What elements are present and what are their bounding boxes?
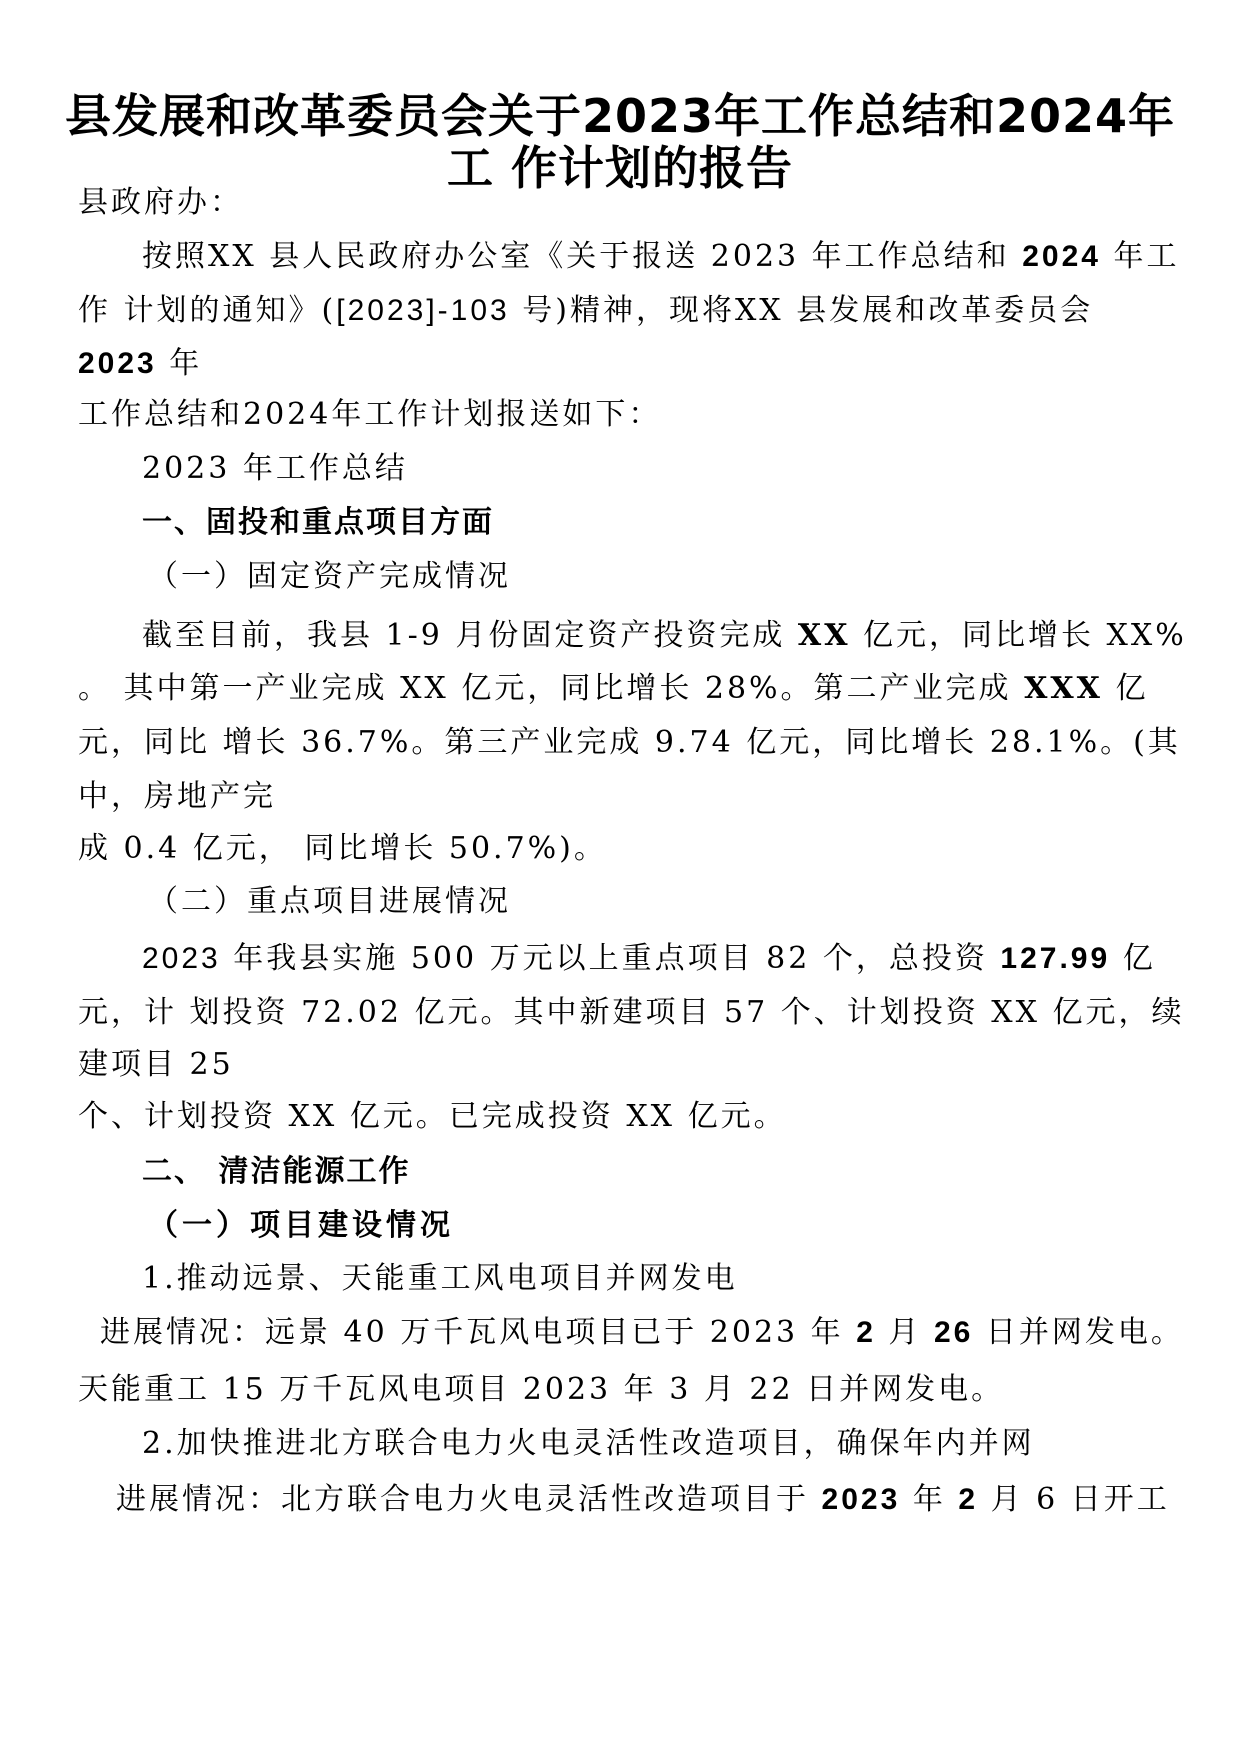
section-1-subheading-2: （二）重点项目进展情况 [148, 884, 511, 919]
para-text: 亿元，同比增长 XX% [850, 618, 1187, 653]
section-2-item-2-progress [116, 1481, 1170, 1519]
section-1-para-2-line-1 [142, 940, 1156, 978]
para-bold-value: XX [797, 618, 851, 653]
para-text: 月 6 日开工 [978, 1482, 1170, 1517]
section-1-subheading-1: （一）固定资产完成情况 [148, 559, 511, 594]
para-text: 进展情况：北方联合电力火电灵活性改造项目于 [116, 1482, 822, 1517]
document-number: [2023]-103 [336, 294, 510, 327]
section-1-heading: 一、固投和重点项目方面 [142, 505, 494, 540]
intro-line-3 [78, 345, 202, 383]
section-2-item-1: 1.推动远景、天能重工风电项目并网发电 [142, 1261, 738, 1296]
intro-line-4: 工作总结和2024年工作计划报送如下： [78, 397, 662, 432]
intro-line-1-year: 2024 [1022, 240, 1101, 273]
section-1-para-1-line-3: 元，同比 增长 36.7%。第三产业完成 9.74 亿元，同比增长 28.1%。(其 [78, 725, 1181, 760]
para-year: 2023 [142, 942, 221, 975]
section-2-item-1-para-2: 天能重工 15 万千瓦风电项目 2023 年 3 月 22 日并网发电。 [78, 1372, 1005, 1407]
intro-line-2 [78, 292, 1093, 330]
para-text: 亿 [1102, 671, 1149, 706]
document-title-line-1: 县发展和改革委员会关于2023年工作总结和2024年 [64, 89, 1176, 143]
document-title-line-2: 工 作计划的报告 [446, 141, 793, 195]
para-bold-value: XXX [1024, 671, 1103, 706]
intro-line-1-tail: 年工 [1100, 239, 1180, 274]
section-2-subheading-1: （一）项目建设情况 [148, 1208, 454, 1243]
intro-line-2-text: 作 计划的通知》( [78, 293, 337, 328]
para-text: 年我县实施 500 万元以上重点项目 82 个，总投资 [220, 941, 1001, 976]
intro-line-1-text: 按照XX 县人民政府办公室《关于报送 2023 年工作总结和 [142, 239, 1023, 274]
section-1-para-1-line-4: 中，房地产完 [78, 779, 276, 814]
intro-line-3-text: 年 [156, 346, 203, 381]
total-investment-value: 127.99 [1000, 942, 1111, 975]
section-1-para-1-line-2 [78, 670, 1148, 708]
section-1-para-2-line-4: 个、计划投资 XX 亿元。已完成投资 XX 亿元。 [78, 1099, 787, 1134]
intro-line-3-year: 2023 [78, 347, 157, 380]
month-value: 2 [856, 1316, 876, 1349]
intro-line-2-tail: 号)精神，现将XX 县发展和改革委员会 [509, 293, 1094, 328]
summary-heading: 2023 年工作总结 [142, 451, 408, 486]
para-text: 日并网发电。 [973, 1315, 1184, 1350]
section-2-item-1-progress [100, 1314, 1184, 1352]
month-value: 2 [958, 1483, 979, 1516]
para-text: 亿 [1110, 941, 1156, 976]
section-2-item-2: 2.加快推进北方联合电力火电灵活性改造项目，确保年内并网 [142, 1426, 1035, 1461]
para-text: 年 [900, 1482, 959, 1517]
section-2-heading: 二、 清洁能源工作 [142, 1154, 411, 1189]
section-1-para-2-line-2: 元，计 划投资 72.02 亿元。其中新建项目 57 个、计划投资 XX 亿元，续 [78, 995, 1185, 1030]
day-value: 26 [933, 1316, 974, 1349]
para-text: 月 [875, 1315, 934, 1350]
year-value: 2023 [821, 1483, 901, 1516]
section-1-para-1-line-1 [142, 617, 1187, 655]
section-1-para-1-line-5: 成 0.4 亿元， 同比增长 50.7%)。 [78, 831, 607, 866]
intro-line-1 [142, 238, 1180, 276]
para-text: 。 其中第一产业完成 XX 亿元，同比增长 28%。第二产业完成 [78, 671, 1025, 706]
para-text: 截至目前，我县 1-9 月份固定资产投资完成 [142, 618, 798, 653]
salutation: 县政府办： [78, 185, 243, 220]
section-1-para-2-line-3: 建项目 25 [78, 1047, 234, 1082]
para-text: 进展情况：远景 40 万千瓦风电项目已于 2023 年 [100, 1315, 857, 1350]
